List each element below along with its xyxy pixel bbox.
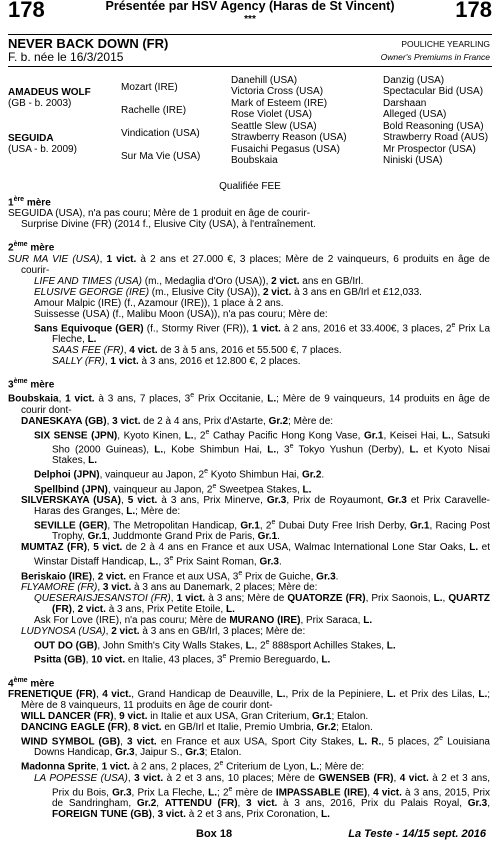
- dam-4-text: FRENETIQUE (FR), 4 vict., Grand Handicap de Deauville, L., Prix de la Pepiniere, L. et Prix des Lilas, L.; Mère de 8 vainqueurs, 11 produits en âge de courir dont-: [8, 688, 491, 711]
- dam-3-grandproduce-4: SEVILLE (GER), The Metropolitan Handicap, Gr.1, 2e Dubai Duty Free Irish Derby, Gr.1, Racing Post Trophy, Gr.1, Juddmonte Grand Prix de Paris, Gr.1.: [34, 518, 490, 543]
- dam-4-produce-4: Madonna Sprite, 1 vict. à 2 ans, 2 places, 2e Criterium de Lyon, L.; Mère de:: [21, 760, 365, 773]
- dam-2-grandproduce-2: SAAS FEE (FR), 4 vict. de 3 à 5 ans, 2016 et 55.500 €, 7 places.: [52, 344, 342, 356]
- dam-3-produce-1: DANESKAYA (GB), 3 vict. de 2 à 4 ans, Prix d'Astarte, Gr.2; Mère de:: [21, 415, 334, 427]
- pedigree-gen2-3: Vindication (USA): [121, 128, 200, 139]
- dam-4-produce-2: DANCING EAGLE (FR), 8 vict. en GB/Irl et Italie, Premio Umbria, Gr.2; Etalon.: [21, 721, 373, 733]
- dam-2-produce-3: Amour Malpic (IRE) (f., Azamour (IRE)), 1 place à 2 ans.: [34, 297, 284, 309]
- sire-detail: (GB - b. 2003): [8, 98, 72, 109]
- pedigree-gen3-6: Strawberry Reason (USA): [231, 132, 347, 143]
- lot-number-left: 178: [8, 0, 45, 22]
- dam-3-produce-5: FLYAMORE (FR), 3 vict. à 3 ans au Danemark, 2 places; Mère de:: [21, 581, 318, 593]
- dam-4-produce-1: WILL DANCER (FR), 9 vict. in Italie et aux USA, Gran Criterium, Gr.1; Etalon.: [21, 710, 369, 722]
- pedigree-gen4-5: Bold Reasoning (USA): [383, 121, 484, 132]
- pedigree-gen3-5: Seattle Slew (USA): [231, 121, 317, 132]
- pedigree-gen2-4: Sur Ma Vie (USA): [121, 151, 201, 162]
- lot-number-right: 178: [455, 0, 492, 22]
- presented-by: Présentée par HSV Agency (Haras de St Vincent): [105, 0, 395, 13]
- dam-2-text: SUR MA VIE (USA), 1 vict. à 2 ans et 27.000 €, 3 places; Mère de 2 vainqueurs, 6 produits en âge de courir-: [8, 253, 490, 276]
- footer-box: Box 18: [196, 828, 233, 840]
- header-rule: [8, 34, 492, 35]
- dam-3-grandproduce-1: SIX SENSE (JPN), Kyoto Kinen, L., 2e Cathay Pacific Hong Kong Vase, Gr.1, Keisei Hai, L., Satsuki Sho (2000 Guineas), L., Kobe Shimbun Hai, L., 3e Tokyo Yushun (Derby), L. et Kyoto Nisai Stakes, L.: [34, 428, 491, 467]
- dam-2-produce-1: LIFE AND TIMES (USA) (m., Medaglia d'Oro (USA)), 2 vict. ans en GB/Irl.: [34, 275, 364, 287]
- pedigree-gen3-3: Mark of Esteem (IRE): [231, 98, 328, 109]
- dam-1-text: SEGUIDA (USA), n'a pas couru; Mère de 1 produit en âge de courir-: [8, 208, 311, 220]
- dam-3-produce-6: LUDYNOSA (USA), 2 vict. à 3 ans en GB/Irl, 3 places; Mère de:: [21, 625, 306, 637]
- dam-3-grandproduce-5: QUESERAISJESANSTOI (FR), 1 vict. à 3 ans; Mère de QUATORZE (FR), Prix Saonois, L., QUARTZ (FR), 2 vict. à 3 ans, Prix Petite Etoile, L.: [34, 592, 490, 615]
- pedigree-gen3-7: Fusaichi Pegasus (USA): [231, 144, 340, 155]
- pedigree-gen4-3: Darshaan: [383, 98, 427, 109]
- pedigree-gen4-2: Spectacular Bid (USA): [383, 86, 484, 97]
- header-stars: ***: [244, 14, 256, 25]
- section-title-3: 3ème mère: [8, 377, 55, 391]
- dam-3-grandproduce-3: Spellbind (JPN), vainqueur au Japon, 2e Sweetpea Stakes, L.: [34, 482, 312, 495]
- dam-3-produce-4: Beriskaio (IRE), 2 vict. en France et aux USA, 3e Prix de Guiche, Gr.3.: [21, 569, 339, 582]
- dam-3-grandproduce-6: Ask For Love (IRE), n'a pas couru; Mère de MURANO (IRE), Prix Saraca, L.: [34, 614, 373, 626]
- pedigree-gen3-1: Danehill (USA): [231, 75, 298, 86]
- dam-2-grandproduce-3: SALLY (FR), 1 vict. à 3 ans, 2016 et 12.800 €, 2 places.: [52, 355, 301, 367]
- dam-4-produce-3: WIND SYMBOL (GB), 3 vict. en France et aux USA, Sport City Stakes, L. R., 5 places, 2e Louisiana Downs Handicap, Gr.3, Jaipur S., Gr.3; Etalon.: [21, 734, 490, 759]
- section-title-1: 1ère mère: [8, 196, 51, 209]
- dam-3-grandproduce-8: Psitta (GB), 10 vict. en Italie, 43 places, 3e Premio Bereguardo, L.: [34, 653, 331, 666]
- dam-2-produce-2: ELUSIVE GEORGE (IRE) (m., Elusive City (USA)), 2 vict. à 3 ans en GB/Irl et £12,033.: [34, 286, 422, 298]
- horse-description: F. b. née le 16/3/2015: [8, 50, 124, 64]
- pedigree-gen4-4: Alleged (USA): [383, 109, 447, 120]
- family-notes: [8, 194, 490, 820]
- owners-premiums: Owner's Premiums in France: [380, 52, 490, 62]
- pedigree-rule: [8, 66, 492, 67]
- dam-4-grandproduce-1: LA POPESSE (USA), 3 vict. à 2 et 3 ans, 10 places; Mère de GWENSEB (FR), 4 vict. à 2 et 3 ans, Prix du Bois, Gr.3, Prix La Fleche, L.; 2e mère de IMPASSABLE (IRE), 4 vict. à 3 ans, 2015, Prix de Sandringham, Gr.2, ATTENDU (FR), 3 vict. à 3 ans, 2016, Prix du Palais Royal, Gr.3, FOREIGN TUNE (GB), 3 vict. à 2 et 3 ans, Prix Coronation, L.: [34, 772, 491, 820]
- pedigree-gen2-2: Rachelle (IRE): [121, 105, 187, 116]
- dam-detail: (USA - b. 2009): [8, 144, 77, 155]
- dam-2-produce-4: Suissesse (USA) (f., Malibu Moon (USA)), n'a pas couru; Mère de:: [34, 308, 328, 320]
- header-bar: [0, 0, 500, 32]
- pedigree-gen4-1: Danzig (USA): [383, 75, 445, 86]
- pedigree-gen3-2: Victoria Cross (USA): [231, 86, 324, 97]
- footer-sale: La Teste - 14/15 sept. 2016: [348, 828, 486, 840]
- dam-2-grandproduce-1: Sans Equivoque (GER) (f., Stormy River (FR)), 1 vict. à 2 ans, 2016 et 33.400€, 3 places, 2e Prix La Fleche, L.: [34, 321, 491, 345]
- section-title-4: 4ème mère: [8, 676, 55, 689]
- pedigree-gen3-4: Rose Violet (USA): [231, 109, 312, 120]
- horse-name: NEVER BACK DOWN (FR): [8, 36, 169, 51]
- pedigree-gen4-7: Mr Prospector (USA): [383, 144, 476, 155]
- dam-3-text: Boubskaia, 1 vict. à 3 ans, 7 places, 3e Prix Occitanie, L.; Mère de 9 vainqueurs, 14 produits en âge de courir dont-: [8, 392, 490, 416]
- sire-name: AMADEUS WOLF: [8, 87, 91, 98]
- pedigree-gen4-8: Niniski (USA): [383, 155, 443, 166]
- dam-3-produce-3: MUMTAZ (FR), 5 vict. de 2 à 4 ans en France et aux USA, Walmac International Lone Star Oaks, L. et Winstar Distaff Handicap, L., 3e Prix Saint Roman, Gr.3.: [21, 542, 490, 568]
- dam-1-produce: Surprise Divine (FR) (2014 f., Elusive City (USA), à l'entraînement.: [21, 219, 316, 231]
- pedigree-gen3-8: Boubskaia: [231, 155, 278, 166]
- pedigree-gen2-1: Mozart (IRE): [121, 82, 178, 93]
- qualification: Qualifiée FEE: [219, 181, 281, 192]
- dam-name: SEGUIDA: [8, 133, 54, 144]
- horse-category: POULICHE YEARLING: [401, 39, 490, 49]
- dam-3-grandproduce-7: OUT DO (GB), John Smith's City Walls Stakes, L., 2e 888sport Achilles Stakes, L.: [34, 638, 396, 652]
- dam-3-grandproduce-2: Delphoi (JPN), vainqueur au Japon, 2e Kyoto Shimbun Hai, Gr.2.: [34, 468, 325, 481]
- dam-3-produce-2: SILVERSKAYA (USA), 5 vict. à 3 ans, Prix Minerve, Gr.3, Prix de Royaumont, Gr.3 et Prix Caravelle-Haras des Granges, L.; Mère de:: [21, 494, 491, 517]
- pedigree-gen4-6: Strawberry Road (AUS): [383, 132, 489, 143]
- section-title-2: 2ème mère: [8, 241, 55, 254]
